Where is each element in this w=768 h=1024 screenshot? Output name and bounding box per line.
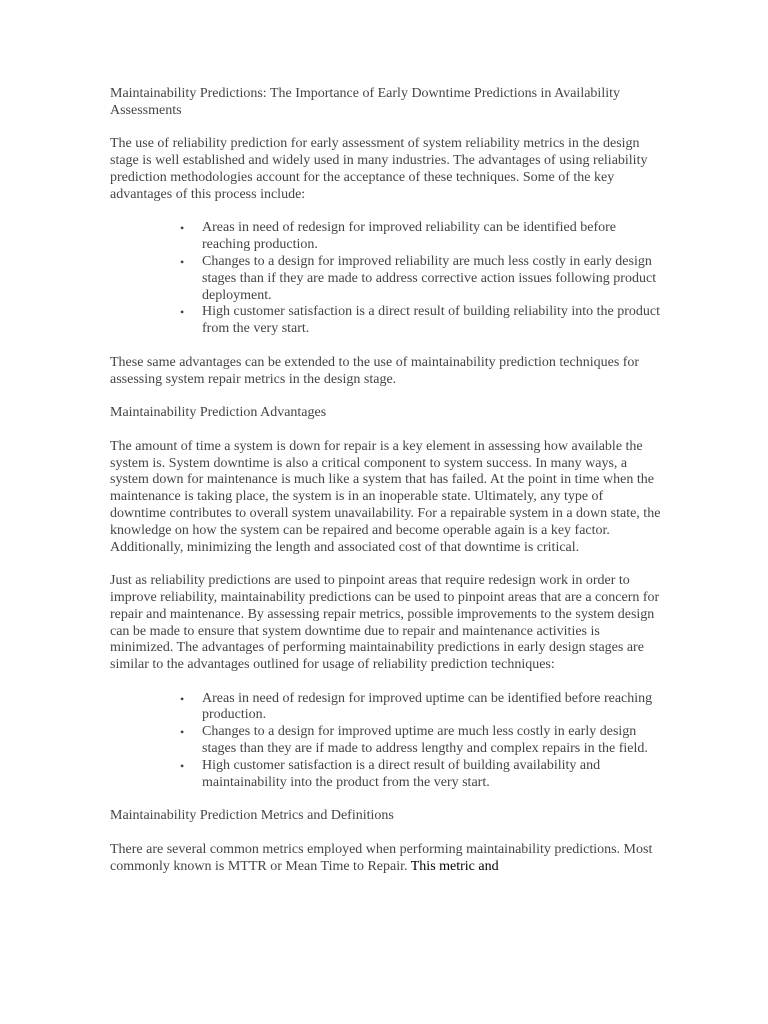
- document-title: Maintainability Predictions: The Importance of Early Downtime Predictions in Availability Assessments: [110, 86, 620, 118]
- bullet-icon: •: [180, 758, 185, 773]
- downtime-paragraph: The amount of time a system is down for repair is a key element in assessing how available the system is. System downtime is also a critical component to system success. In many ways, a system down for maintenance is much like a system that has failed. At the point in time when the maintenance is taking place, the system is in an inoperable state. Ultimately, any type of downtime contributes to overall system unavailability. For a repairable system in a down state, the knowledge on how the system can be repaired and become operable again is a key factor. Additionally, minimizing the length and associated cost of that downtime is critical.: [110, 438, 661, 555]
- list-item-text: High customer satisfaction is a direct result of building availability and maintainability into the product from the very start.: [202, 757, 601, 790]
- bullet-icon: •: [180, 221, 185, 236]
- list-item-text: Changes to a design for improved uptime are much less costly in early design stages than they are if made to address lengthy and complex repairs in the field.: [202, 724, 648, 757]
- list-item-text: High customer satisfaction is a direct result of building reliability into the product from the very start.: [202, 304, 661, 337]
- bullet-icon: •: [180, 691, 185, 706]
- list-item-text: Areas in need of redesign for improved reliability can be identified before reaching production.: [202, 220, 617, 253]
- list-item-text: Changes to a design for improved reliability are much less costly in early design stages than if they are made to address corrective action issues following product deployment.: [202, 253, 657, 303]
- section-heading-advantages: Maintainability Prediction Advantages: [110, 405, 327, 421]
- reliability-advantages-list: [110, 220, 662, 338]
- list-item: [180, 304, 662, 338]
- document-page: [110, 86, 662, 892]
- bullet-icon: •: [180, 254, 185, 269]
- bullet-icon: •: [180, 305, 185, 320]
- list-item: [180, 757, 662, 792]
- metrics-paragraph: [110, 842, 662, 876]
- maintainability-extension-paragraph: These same advantages can be extended to the use of maintainability prediction techniques for assessing system repair metrics in the design stage.: [110, 354, 640, 387]
- list-item: [180, 220, 662, 254]
- predictions-paragraph: Just as reliability predictions are used to pinpoint areas that require redesign work in order to improve reliability, maintainability predictions can be used to pinpoint areas that are a concern for repair and maintenance. By assessing repair metrics, possible improvements to the system design can be made to ensure that system downtime due to repair and maintenance activities is minimized. The advantages of performing maintainability predictions in early design stages are similar to the advantages outlined for usage of reliability prediction techniques:: [110, 573, 660, 673]
- list-item: [180, 690, 662, 725]
- bullet-icon: •: [180, 725, 185, 740]
- list-item: [180, 724, 662, 758]
- metrics-paragraph-tail: This metric and: [410, 858, 499, 874]
- section-heading-metrics: Maintainability Prediction Metrics and Definitions: [110, 808, 394, 824]
- maintainability-advantages-list: [110, 691, 662, 792]
- intro-paragraph: The use of reliability prediction for early assessment of system reliability metrics in the design stage is well established and widely used in many industries. The advantages of using reliability prediction methodologies account for the acceptance of these techniques. Some of the key advantages of this process include:: [110, 136, 648, 202]
- list-item: [180, 253, 662, 304]
- metrics-paragraph-lead: There are several common metrics employed when performing maintainability predictions. Most commonly known is MTTR or Mean Time to Repair.: [110, 841, 653, 874]
- list-item-text: Areas in need of redesign for improved uptime can be identified before reaching production.: [202, 690, 653, 723]
